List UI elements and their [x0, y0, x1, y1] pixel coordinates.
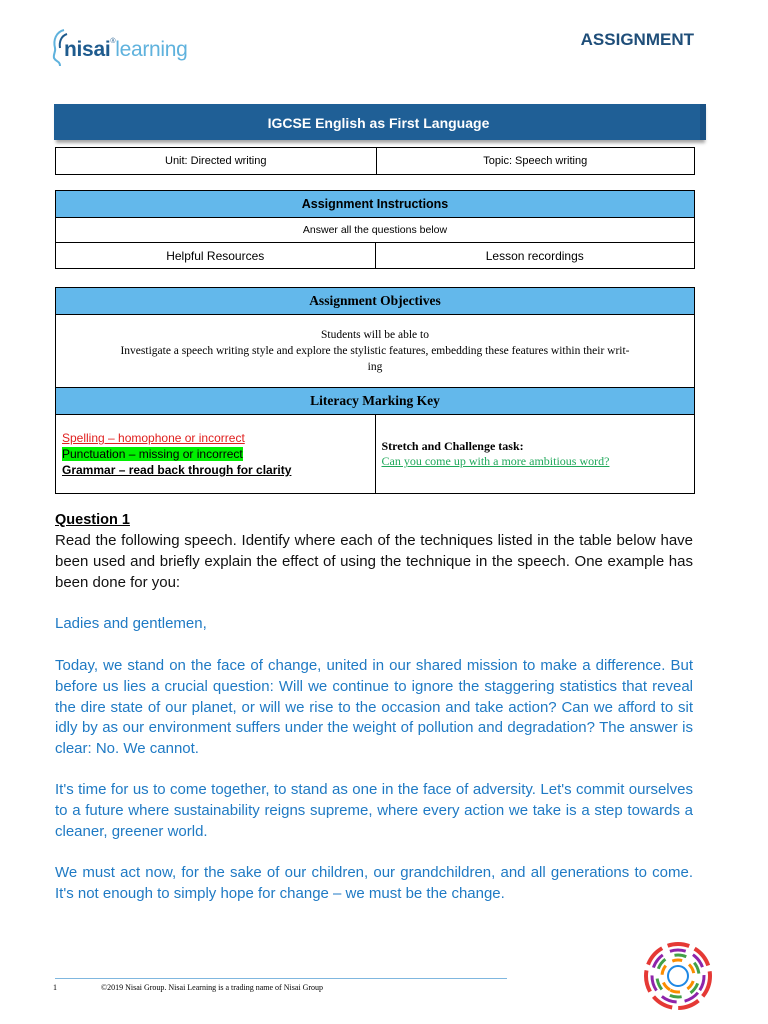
objectives-line-3: ing: [367, 361, 383, 373]
unit-cell: Unit: Directed writing: [56, 148, 377, 175]
key-punctuation: Punctuation – missing or incorrect: [62, 447, 243, 461]
speech-paragraph-1: Ladies and gentlemen,: [55, 615, 207, 632]
key-grammar: Grammar – read back through for clarity: [62, 463, 292, 477]
unit-topic-table: [55, 147, 695, 175]
nisai-seal-icon: [640, 938, 716, 1014]
page-number: 1: [53, 983, 57, 992]
footer-copyright: ©2019 Nisai Group. Nisai Learning is a trading name of Nisai Group: [101, 983, 324, 992]
key-spelling: Spelling – homophone or incorrect: [62, 431, 245, 445]
stretch-text: Can you come up with a more ambitious word?: [381, 454, 610, 468]
question-1-text: Read the following speech. Identify where each of the techniques listed in the table below have been used and briefly explain the effect of using the technique in the speech. One example has been done for you:: [55, 532, 693, 591]
banner-ribbon: [700, 104, 706, 140]
objectives-body: [56, 315, 695, 388]
course-title: IGCSE English as First Language: [267, 115, 490, 131]
question-1-title: Question 1: [55, 512, 130, 528]
topic-cell: Topic: Speech writing: [376, 148, 695, 175]
speech-paragraph-3: It's time for us to come together, to stand as one in the face of adversity. Let's commit ourselves to a future where sustainability reigns supreme, where every action we take is a step towards a cleaner, greener world.: [55, 781, 693, 840]
logo-text-nisai: nisai: [64, 38, 111, 61]
footer-divider: [55, 978, 507, 979]
course-banner: [54, 104, 703, 140]
marking-key-heading: Literacy Marking Key: [56, 388, 695, 415]
logo-text-learning: learning: [115, 38, 188, 61]
marking-key-legend: [56, 415, 376, 494]
resources-label: Helpful Resources: [56, 243, 376, 269]
instructions-heading: Assignment Instructions: [56, 191, 695, 218]
speech-paragraph-2: Today, we stand on the face of change, united in our shared mission to make a difference. But before us lies a crucial question: Will we continue to ignore the staggering statistics that reveal the dire state of our planet, or will we rise to the occasion and take action? Can we afford to sit idly by as our environment suffers under the weight of pollution and degradation? The answer is clear: No. We cannot.: [55, 657, 693, 758]
objectives-line-1: Students will be able to: [321, 329, 429, 341]
instructions-text: Answer all the questions below: [56, 218, 695, 243]
speech-paragraph-4: We must act now, for the sake of our children, our grandchildren, and all generations to come. It's not enough to simply hope for change – we must be the change.: [55, 864, 693, 902]
stretch-challenge-cell: [375, 415, 695, 494]
stretch-title: Stretch and Challenge task:: [381, 439, 524, 453]
resources-value: Lesson recordings: [375, 243, 695, 269]
nisai-logo: nisai®learning: [50, 24, 220, 74]
document-type: ASSIGNMENT: [580, 30, 694, 49]
objectives-table: [55, 287, 695, 494]
instructions-table: [55, 190, 695, 269]
objectives-line-2: Investigate a speech writing style and explore the stylistic features, embedding these features within their writ-: [120, 345, 630, 357]
objectives-heading: Assignment Objectives: [56, 288, 695, 315]
